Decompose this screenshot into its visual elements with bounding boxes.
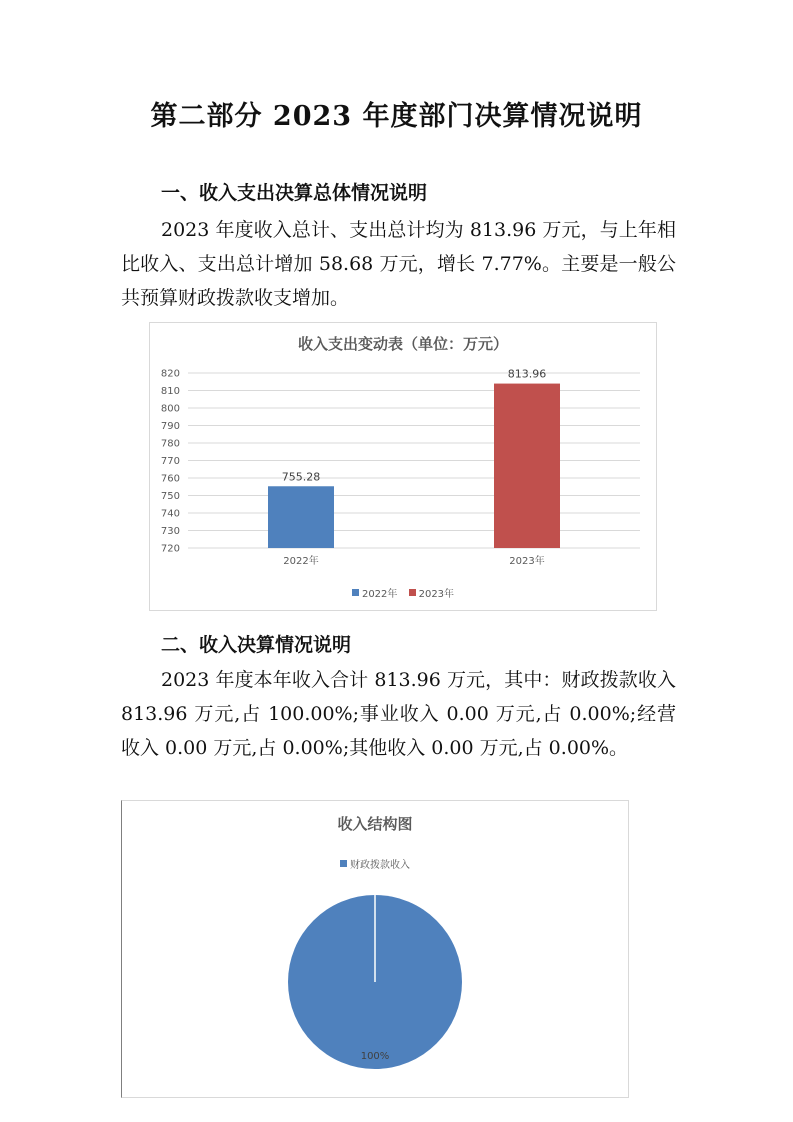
page-title: 第二部分 2023 年度部门决算情况说明 <box>150 101 643 132</box>
x-tick-label-1: 2023年 <box>509 556 545 567</box>
legend-label-2023: 2023年 <box>418 589 455 600</box>
pie-chart-legend <box>122 856 628 871</box>
section2-heading: 二、收入决算情况说明 <box>161 634 352 656</box>
data-label-1: 813.96 <box>507 367 547 381</box>
pie-data-label-0: 100% <box>360 1051 390 1062</box>
y-tick-label-6: 780 <box>160 438 180 450</box>
bar-chart-legend <box>150 585 656 600</box>
legend-swatch-fiscal <box>340 860 347 867</box>
y-tick-label-5: 770 <box>160 456 180 467</box>
section1-heading: 一、收入支出决算总体情况说明 <box>161 182 428 204</box>
data-label-0: 755.28 <box>281 470 321 484</box>
legend-label-fiscal: 财政拨款收入 <box>350 860 410 871</box>
section2-paragraph: 2023 年度本年收入合计 813.96 万元，其中：财政拨款收入 813.96 万元,占 100.00%;事业收入 0.00 万元,占 0.00%;经营收入 0.00 万元,占 0.00%;其他收入 0.00 万元,占 0.00%。 <box>121 669 676 759</box>
bar-chart-title: 收入支出变动表（单位：万元） <box>297 335 508 353</box>
y-tick-label-8: 800 <box>160 403 180 415</box>
x-tick-label-0: 2022年 <box>283 556 319 567</box>
y-tick-label-2: 740 <box>160 508 180 520</box>
legend-item-2023 <box>409 585 454 600</box>
pie-chart-container <box>121 800 629 1098</box>
y-tick-label-9: 810 <box>160 386 180 397</box>
legend-item-fiscal <box>340 856 410 871</box>
y-tick-label-4: 760 <box>160 473 180 485</box>
bar-0 <box>268 486 334 548</box>
y-tick-label-10: 820 <box>160 368 180 380</box>
legend-swatch-2023 <box>409 589 416 596</box>
pie-chart-title: 收入结构图 <box>337 815 413 833</box>
y-tick-label-3: 750 <box>160 491 180 502</box>
bar-chart-plot <box>150 357 656 607</box>
pie-chart-plot <box>122 881 628 1096</box>
y-tick-label-7: 790 <box>160 421 180 432</box>
y-tick-label-1: 730 <box>160 526 180 537</box>
legend-item-2022 <box>352 585 397 600</box>
bar-chart-container <box>149 322 657 611</box>
legend-swatch-2022 <box>352 589 359 596</box>
bar-1 <box>494 384 560 548</box>
y-tick-label-0: 720 <box>160 543 180 555</box>
section1-paragraph: 2023 年度收入总计、支出总计均为 813.96 万元，与上年相比收入、支出总计增加 58.68 万元，增长 7.77%。主要是一般公共预算财政拨款收支增加。 <box>121 219 676 309</box>
legend-label-2022: 2022年 <box>361 589 398 600</box>
